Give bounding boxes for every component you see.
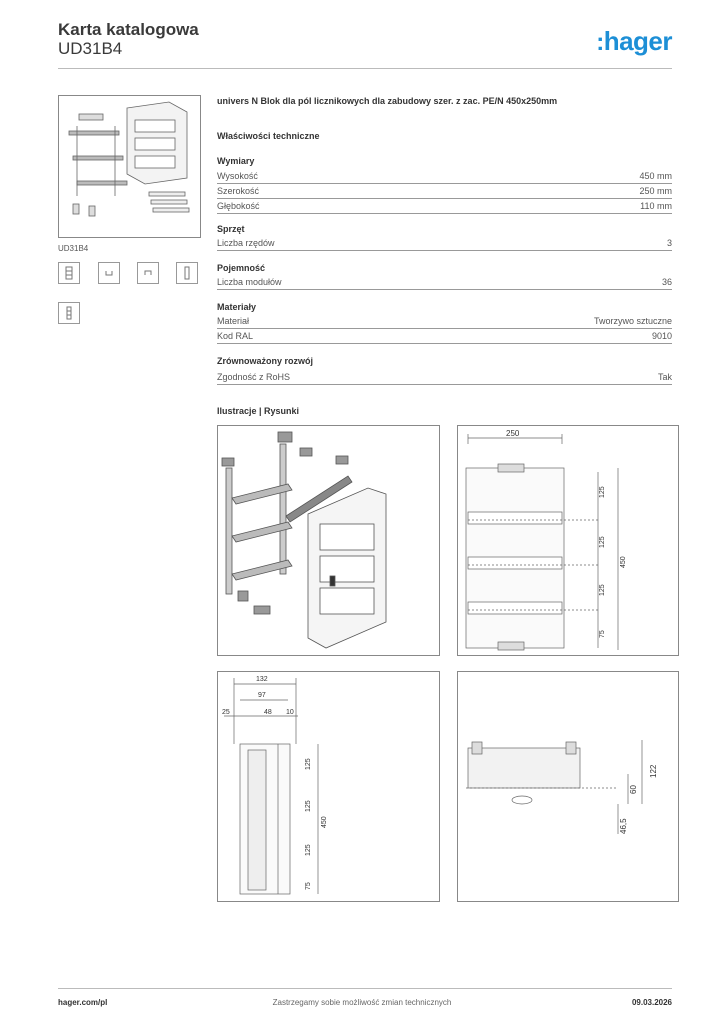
thumbnail-5[interactable]: [58, 302, 80, 324]
front-view-drawing[interactable]: [457, 425, 679, 656]
spec-row-rohs: Zgodność z RoHS Tak: [217, 370, 672, 385]
thumb-label: UD31B4: [58, 244, 89, 253]
section-materials-title: Materiały: [217, 302, 257, 312]
top-view-drawing[interactable]: [457, 671, 679, 902]
top-h1-dim: 122: [649, 764, 658, 778]
side-depth-dim: 132: [256, 676, 268, 683]
side-mid-dim: 48: [264, 709, 272, 716]
thumbnail-2[interactable]: [98, 262, 120, 284]
spec-row-width: Szerokość 250 mm: [217, 184, 672, 199]
spec-row-material: Materiał Tworzywo sztuczne: [217, 314, 672, 329]
side-right-dim: 10: [286, 709, 294, 716]
footer-disclaimer: Zastrzegamy sobie możliwość zmian technicznych: [272, 998, 452, 1007]
spec-row-ral: Kod RAL 9010: [217, 329, 672, 344]
thumbnail-3[interactable]: [137, 262, 159, 284]
product-description: univers N Blok dla pól licznikowych dla zabudowy szer. z zac. PE/N 450x250mm: [217, 96, 558, 106]
product-code: UD31B4: [58, 39, 123, 58]
hager-logo: :hager: [596, 26, 672, 56]
thumbnail-4[interactable]: [176, 262, 198, 284]
side-row-4-dim: 75: [305, 882, 312, 890]
front-row-2-dim: 125: [599, 536, 606, 548]
spec-row-height: Wysokość 450 mm: [217, 169, 672, 184]
top-h2-dim: 60: [629, 785, 638, 794]
website-link[interactable]: hager.com/pl: [58, 998, 108, 1007]
footer-date: 09.03.2026: [631, 998, 672, 1007]
section-dimensions-title: Wymiary: [217, 156, 255, 166]
section-sustainability-title: Zrównoważony rozwój: [217, 356, 313, 366]
side-row-1-dim: 125: [305, 758, 312, 770]
front-row-3-dim: 125: [599, 584, 606, 596]
section-equipment-title: Sprzęt: [217, 224, 245, 234]
side-left-dim: 25: [222, 709, 230, 716]
side-row-3-dim: 125: [305, 844, 312, 856]
front-height-dim: 450: [620, 556, 627, 568]
product-photo[interactable]: [58, 95, 201, 238]
side-view-drawing[interactable]: [217, 671, 440, 902]
exploded-view-drawing[interactable]: [217, 425, 440, 656]
header-divider: [58, 68, 672, 69]
front-row-4-dim: 75: [599, 630, 606, 638]
document-title: Karta katalogowa: [58, 20, 199, 39]
spec-row-rows: Liczba rzędów 3: [217, 236, 672, 251]
spec-row-depth: Głębokość 110 mm: [217, 199, 672, 214]
illustrations-heading: Ilustracje | Rysunki: [217, 406, 300, 416]
footer-divider: [58, 988, 672, 989]
front-row-1-dim: 125: [599, 486, 606, 498]
side-row-2-dim: 125: [305, 800, 312, 812]
front-width-dim: 250: [506, 429, 520, 438]
section-capacity-title: Pojemność: [217, 263, 266, 273]
technical-properties-heading: Właściwości techniczne: [217, 131, 320, 141]
spec-row-modules: Liczba modułów 36: [217, 275, 672, 290]
top-h3-dim: 46,5: [619, 818, 628, 834]
thumbnail-1[interactable]: [58, 262, 80, 284]
side-height-dim: 450: [321, 816, 328, 828]
side-inner-dim: 97: [258, 692, 266, 699]
